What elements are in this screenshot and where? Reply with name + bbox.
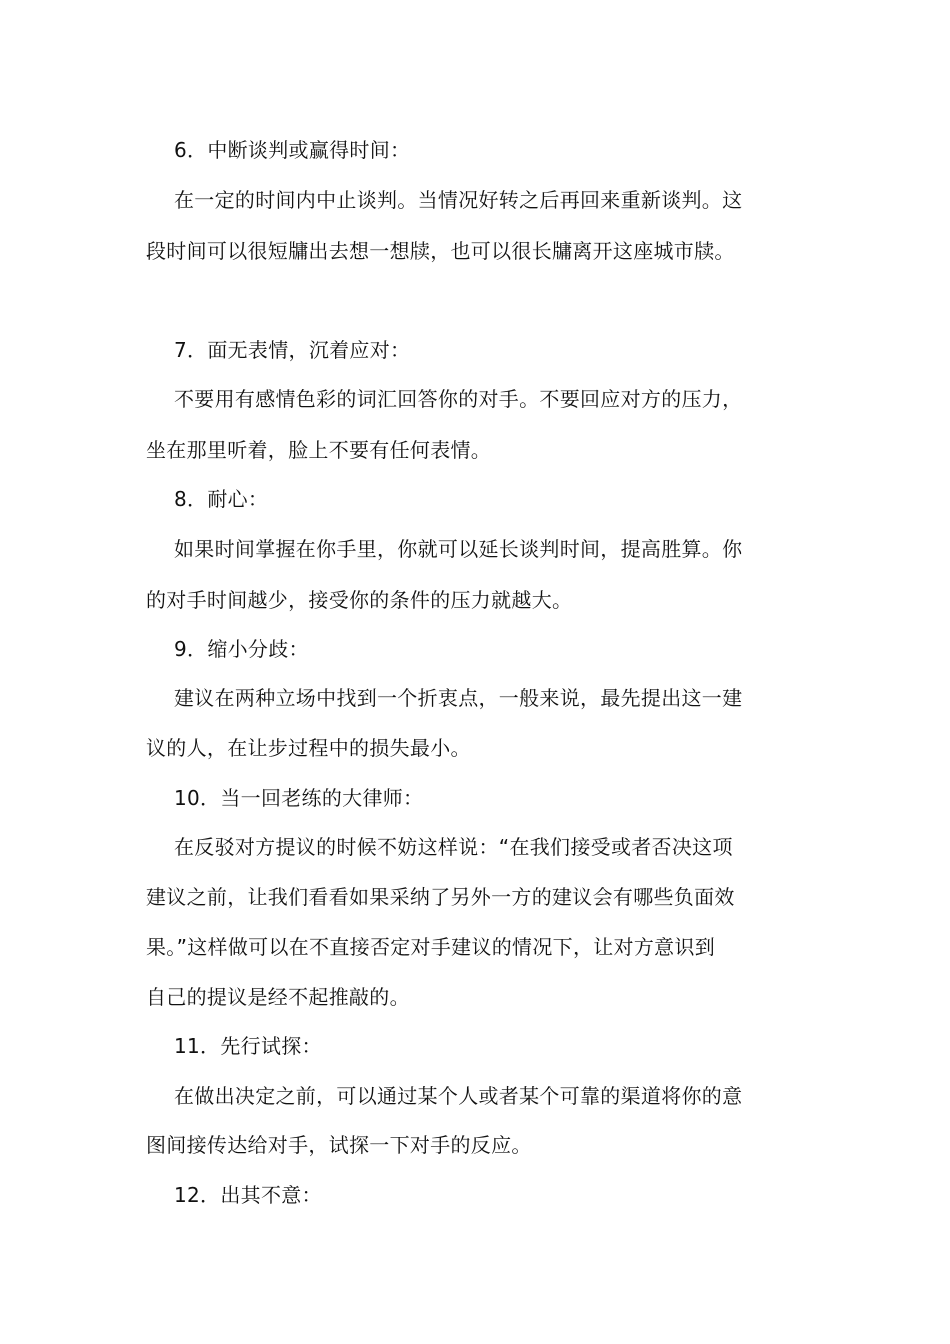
- section-heading-9: 9．缩小分歧：: [174, 637, 309, 661]
- section-heading-10: 10．当一回老练的大律师：: [174, 786, 424, 810]
- paragraph-line: 坐在那里听着，脸上不要有任何表情。: [146, 438, 492, 462]
- section-heading-7: 7．面无表情，沉着应对：: [174, 338, 411, 362]
- paragraph-line: 议的人，在让步过程中的损失最小。: [146, 736, 471, 760]
- section-heading-12: 12．出其不意：: [174, 1183, 322, 1207]
- paragraph-line: 在一定的时间内中止谈判。当情况好转之后再回来重新谈判。这: [174, 188, 743, 212]
- paragraph-line: 果。”这样做可以在不直接否定对手建议的情况下，让对方意识到: [146, 935, 716, 959]
- paragraph-line: 图间接传达给对手，试探一下对手的反应。: [146, 1133, 532, 1157]
- paragraph-line: 建议在两种立场中找到一个折衷点，一般来说，最先提出这一建: [174, 686, 743, 710]
- paragraph-line: 在做出决定之前，可以通过某个人或者某个可靠的渠道将你的意: [174, 1084, 743, 1108]
- section-heading-6: 6．中断谈判或赢得时间：: [174, 138, 411, 162]
- paragraph-line: 的对手时间越少，接受你的条件的压力就越大。: [146, 588, 573, 612]
- paragraph-line: 段时间可以很短牗出去想一想牍，也可以很长牗离开这座城市牍。: [146, 239, 735, 263]
- section-heading-11: 11．先行试探：: [174, 1034, 322, 1058]
- paragraph-line: 如果时间掌握在你手里，你就可以延长谈判时间，提高胜算。你: [174, 537, 743, 561]
- paragraph-line: 建议之前，让我们看看如果采纳了另外一方的建议会有哪些负面效: [146, 885, 735, 909]
- section-heading-8: 8．耐心：: [174, 487, 269, 511]
- paragraph-line: 不要用有感情色彩的词汇回答你的对手。不要回应对方的压力，: [174, 387, 743, 411]
- paragraph-line: 在反驳对方提议的时候不妨这样说：“在我们接受或者否决这项: [174, 835, 733, 859]
- paragraph-line: 自己的提议是经不起推敲的。: [146, 985, 410, 1009]
